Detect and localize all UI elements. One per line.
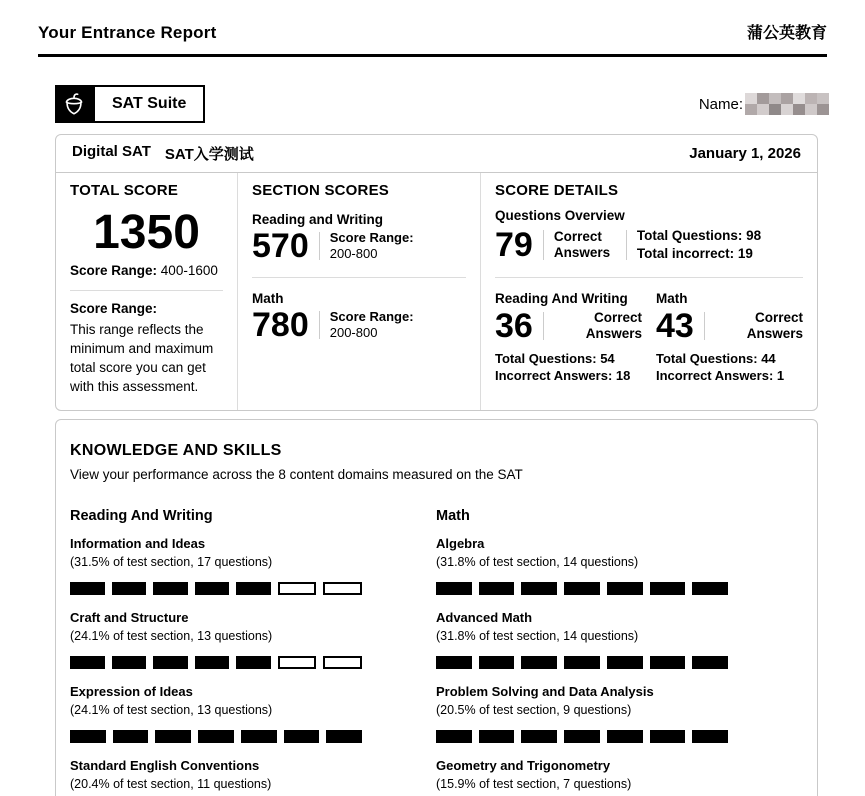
detail-sections: [495, 280, 803, 384]
skill-segment-filled: [284, 730, 320, 743]
section-scores-heading: SECTION SCORES: [252, 182, 389, 199]
redacted-pixel: [769, 93, 781, 104]
score-details-heading: SCORE DETAILS: [495, 182, 619, 199]
detail-section-name: Reading And Writing: [495, 291, 628, 306]
divider: [543, 312, 544, 340]
questions-overview: [495, 227, 803, 263]
report-date: January 1, 2026: [689, 145, 801, 162]
redacted-pixel: [757, 104, 769, 115]
total-score-value: 1350: [93, 206, 200, 259]
divider: [319, 232, 320, 260]
skill-segment-filled: [70, 656, 105, 669]
questions-overview-title: Questions Overview: [495, 208, 625, 223]
section-score-item: [252, 212, 466, 263]
skill-segment-filled: [236, 656, 271, 669]
skill-bar: [70, 582, 362, 595]
skill-bar: [436, 656, 728, 669]
skill-segment-filled: [436, 582, 472, 595]
total-score-heading: TOTAL SCORE: [70, 182, 179, 199]
domain-detail: (24.1% of test section, 13 questions): [70, 703, 273, 717]
sat-suite-badge: [55, 85, 205, 123]
skill-segment-filled: [436, 730, 472, 743]
divider: [543, 230, 544, 260]
skill-segment-filled: [692, 656, 728, 669]
detail-correct-label: Correct Answers: [585, 310, 642, 341]
skill-segment-filled: [521, 656, 557, 669]
detail-section-name: Math: [656, 291, 688, 306]
skill-segment-filled: [650, 730, 686, 743]
score-range-note: This range reflects the minimum and maximum total score you can get with this assessment.: [70, 322, 214, 394]
domain-item: [436, 610, 766, 669]
skills-column-title: Reading And Writing: [70, 508, 213, 524]
section-score-range: Score Range: 200-800: [329, 230, 414, 261]
total-score-range: Score Range: 400-1600: [70, 263, 218, 278]
domain-name: Expression of Ideas: [70, 684, 193, 699]
test-title: [72, 143, 254, 164]
redacted-name: [745, 93, 829, 115]
detail-section-math: [656, 280, 803, 384]
redacted-pixel: [793, 104, 805, 115]
sat-suite-label: SAT Suite: [93, 85, 205, 123]
skill-segment-filled: [326, 730, 362, 743]
skill-segment-filled: [692, 730, 728, 743]
domain-item: [70, 610, 436, 669]
divider: [626, 230, 627, 260]
skill-segment-filled: [607, 656, 643, 669]
detail-totals: Total Questions: 54 Incorrect Answers: 18: [495, 351, 631, 383]
skills-column: [436, 508, 766, 796]
redacted-pixel: [757, 93, 769, 104]
redacted-pixel: [781, 104, 793, 115]
skill-segment-empty: [323, 656, 362, 669]
detail-section-rw: [495, 280, 642, 384]
brand-name: 蒲公英教育: [746, 25, 827, 42]
skill-segment-empty: [323, 582, 362, 595]
redacted-pixel: [817, 104, 829, 115]
overview-correct-label: Correct Answers: [553, 229, 611, 260]
skill-segment-filled: [236, 582, 271, 595]
domain-detail: (24.1% of test section, 13 questions): [70, 629, 273, 643]
section-score-value: 570: [252, 227, 309, 265]
section-score-item: [252, 291, 466, 342]
skill-segment-filled: [479, 582, 515, 595]
domain-detail: (31.8% of test section, 14 questions): [436, 629, 639, 643]
domain-item: [70, 758, 436, 796]
detail-correct-label: Correct Answers: [746, 310, 803, 341]
name-label: Name:: [698, 95, 743, 113]
section-name: Reading and Writing: [252, 212, 383, 227]
section-name: Math: [252, 291, 284, 306]
domain-detail: (31.8% of test section, 14 questions): [436, 555, 639, 569]
domain-item: [436, 684, 766, 743]
redacted-pixel: [805, 93, 817, 104]
test-title-en: Digital SAT: [72, 143, 151, 160]
skill-segment-filled: [153, 656, 188, 669]
skill-segment-filled: [112, 656, 147, 669]
domain-detail: (20.5% of test section, 9 questions): [436, 703, 632, 717]
domain-item: [436, 536, 766, 595]
skill-segment-filled: [607, 730, 643, 743]
skill-segment-filled: [650, 582, 686, 595]
domain-item: [70, 684, 436, 743]
badge-row: [55, 85, 829, 123]
skill-segment-filled: [479, 656, 515, 669]
skill-segment-filled: [155, 730, 191, 743]
domain-name: Problem Solving and Data Analysis: [436, 684, 654, 699]
skill-segment-filled: [70, 582, 105, 595]
domain-name: Algebra: [436, 536, 485, 551]
skill-segment-filled: [112, 582, 147, 595]
skill-segment-filled: [564, 582, 600, 595]
skill-segment-filled: [153, 582, 188, 595]
skill-segment-filled: [521, 730, 557, 743]
divider: [704, 312, 705, 340]
redacted-pixel: [817, 93, 829, 104]
domain-name: Advanced Math: [436, 610, 533, 625]
skill-segment-filled: [241, 730, 277, 743]
skills-column-title: Math: [436, 508, 470, 524]
skill-segment-filled: [479, 730, 515, 743]
skill-bar: [436, 730, 728, 743]
skill-segment-filled: [195, 656, 230, 669]
overview-correct-count: 79: [495, 226, 533, 264]
skill-bar: [436, 582, 728, 595]
page-title: Your Entrance Report: [38, 23, 217, 42]
domain-name: Geometry and Trigonometry: [436, 758, 611, 773]
score-details-panel: [481, 173, 817, 410]
section-scores-panel: [238, 173, 481, 410]
domain-detail: (15.9% of test section, 7 questions): [436, 777, 632, 791]
detail-correct-count: 36: [495, 307, 533, 345]
skill-segment-filled: [564, 656, 600, 669]
acorn-icon: [55, 85, 93, 123]
divider: [495, 277, 803, 278]
total-score-panel: [56, 173, 238, 410]
skill-segment-filled: [436, 656, 472, 669]
page-header: [38, 20, 827, 43]
divider: [252, 277, 466, 278]
skill-bar: [70, 730, 362, 743]
skills-subtitle: View your performance across the 8 content domains measured on the SAT: [70, 467, 523, 482]
skill-segment-filled: [198, 730, 234, 743]
name-row: [699, 93, 829, 115]
divider: [319, 311, 320, 339]
redacted-pixel: [745, 104, 757, 115]
domain-item: [436, 758, 766, 796]
divider: [70, 290, 223, 291]
redacted-pixel: [769, 104, 781, 115]
skills-heading: KNOWLEDGE AND SKILLS: [70, 442, 282, 459]
redacted-pixel: [781, 93, 793, 104]
skill-segment-filled: [564, 730, 600, 743]
redacted-pixel: [793, 93, 805, 104]
score-summary-card: [55, 134, 818, 411]
redacted-pixel: [745, 93, 757, 104]
skills-column: [70, 508, 436, 796]
skill-segment-filled: [195, 582, 230, 595]
skill-segment-filled: [113, 730, 149, 743]
score-range-note-title: Score Range:: [70, 301, 158, 316]
skills-grid: [70, 508, 803, 796]
skill-segment-filled: [521, 582, 557, 595]
test-title-cn: SAT入学测试: [164, 146, 254, 163]
domain-detail: (20.4% of test section, 11 questions): [70, 777, 272, 791]
knowledge-skills-card: [55, 419, 818, 796]
domain-detail: (31.5% of test section, 17 questions): [70, 555, 273, 569]
redacted-pixel: [805, 104, 817, 115]
skill-segment-empty: [278, 656, 317, 669]
skill-segment-empty: [278, 582, 317, 595]
domain-name: Craft and Structure: [70, 610, 189, 625]
detail-correct-count: 43: [656, 307, 694, 345]
skill-bar: [70, 656, 362, 669]
header-rule: [38, 54, 827, 57]
detail-totals: Total Questions: 44 Incorrect Answers: 1: [656, 351, 785, 383]
domain-item: [70, 536, 436, 595]
domain-name: Information and Ideas: [70, 536, 206, 551]
score-card-body: [56, 173, 817, 410]
skill-segment-filled: [607, 582, 643, 595]
skill-segment-filled: [692, 582, 728, 595]
overview-totals: Total Questions: 98 Total incorrect: 19: [636, 228, 762, 261]
score-card-header: [56, 135, 817, 173]
section-score-range: Score Range: 200-800: [329, 309, 414, 340]
skill-segment-filled: [650, 656, 686, 669]
skill-segment-filled: [70, 730, 106, 743]
section-score-value: 780: [252, 306, 309, 344]
domain-name: Standard English Conventions: [70, 758, 260, 773]
